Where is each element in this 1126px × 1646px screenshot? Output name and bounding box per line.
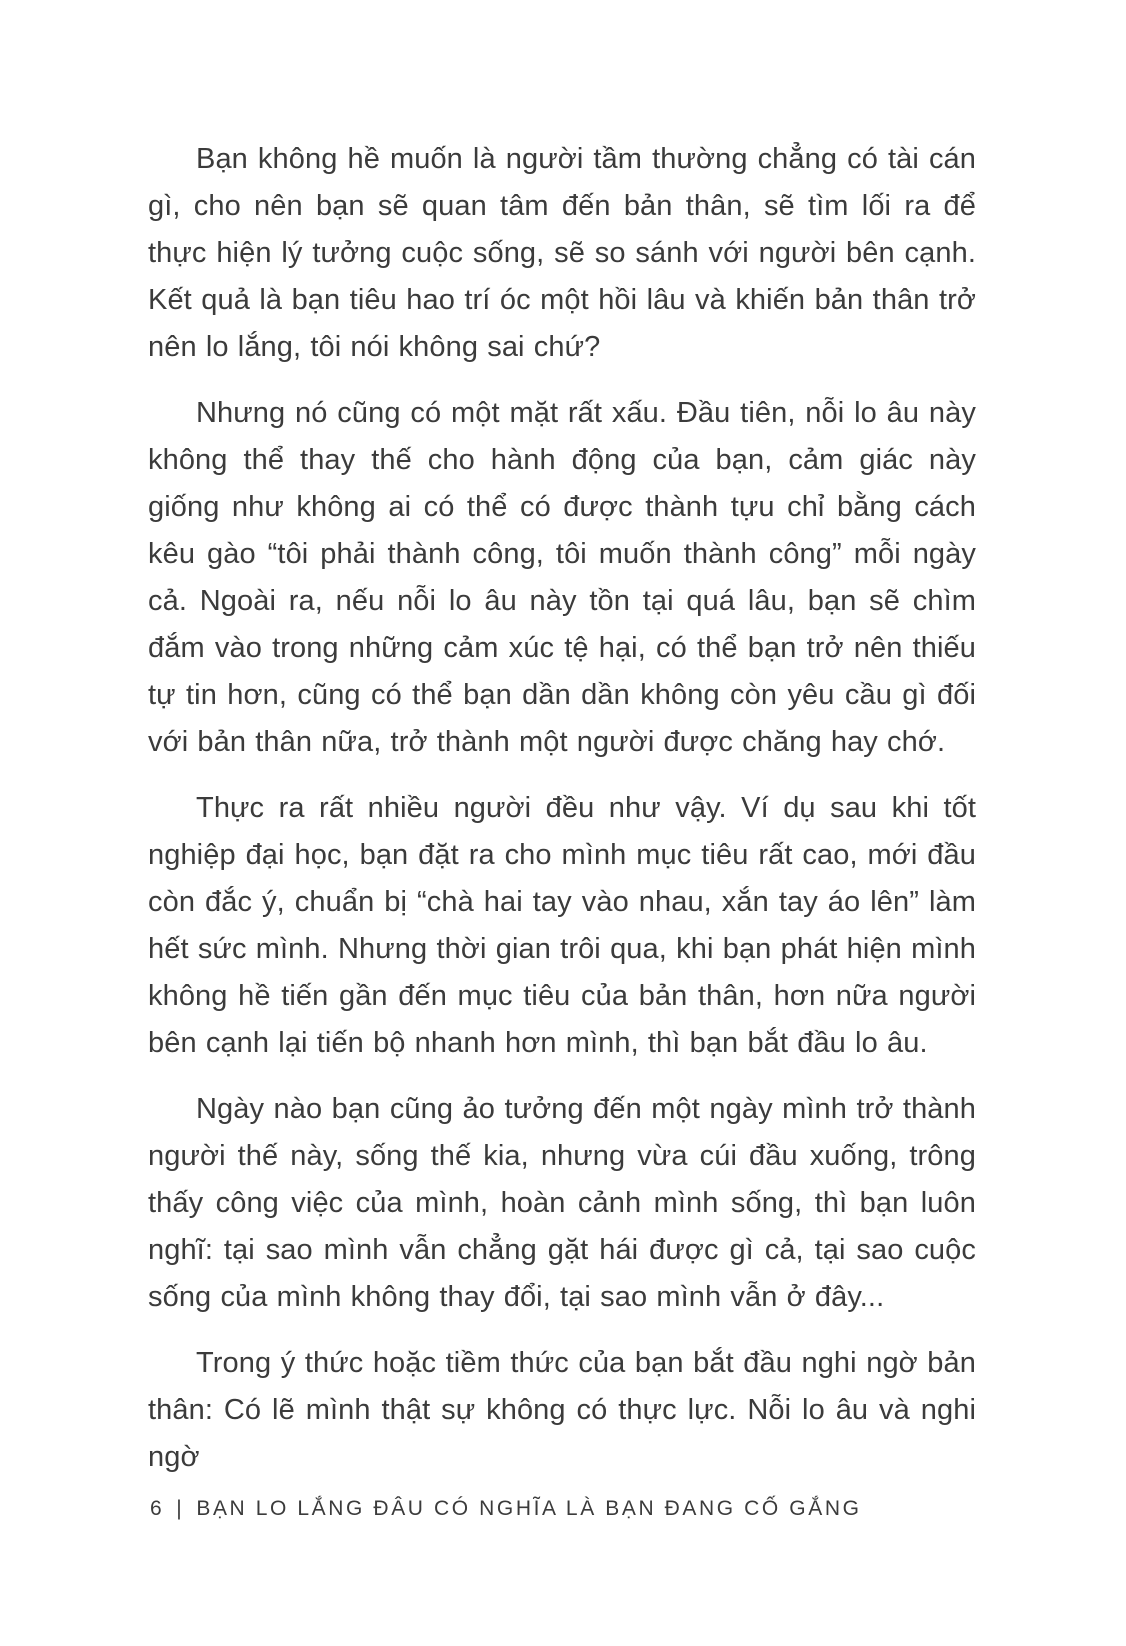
running-title: BẠN LO LẮNG ĐÂU CÓ NGHĨA LÀ BẠN ĐANG CỐ GẮNG <box>196 1497 862 1520</box>
paragraph: Trong ý thức hoặc tiềm thức của bạn bắt đầu nghi ngờ bản thân: Có lẽ mình thật sự không có thực lực. Nỗi lo âu và nghi ngờ <box>148 1347 976 1473</box>
paragraph: Ngày nào bạn cũng ảo tưởng đến một ngày mình trở thành người thế này, sống thế kia, nhưng vừa cúi đầu xuống, trông thấy công việc của mình, hoàn cảnh mình sống, thì bạn luôn nghĩ: tại sao mình vẫn chẳng gặt hái được gì cả, tại sao cuộc sống của mình không thay đổi, tại sao mình vẫn ở đây... <box>148 1093 976 1313</box>
paragraph: Bạn không hề muốn là người tầm thường chẳng có tài cán gì, cho nên bạn sẽ quan tâm đến bản thân, sẽ tìm lối ra để thực hiện lý tưởng cuộc sống, sẽ so sánh với người bên cạnh. Kết quả là bạn tiêu hao trí óc một hồi lâu và khiến bản thân trở nên lo lắng, tôi nói không sai chứ? <box>148 143 976 363</box>
page-footer <box>150 1494 862 1524</box>
page-number: 6 <box>150 1497 165 1520</box>
footer-separator: | <box>176 1497 185 1520</box>
paragraph: Nhưng nó cũng có một mặt rất xấu. Đầu tiên, nỗi lo âu này không thể thay thế cho hành động của bạn, cảm giác này giống như không ai có thể có được thành tựu chỉ bằng cách kêu gào “tôi phải thành công, tôi muốn thành công” mỗi ngày cả. Ngoài ra, nếu nỗi lo âu này tồn tại quá lâu, bạn sẽ chìm đắm vào trong những cảm xúc tệ hại, có thể bạn trở nên thiếu tự tin hơn, cũng có thể bạn dần dần không còn yêu cầu gì đối với bản thân nữa, trở thành một người được chăng hay chớ. <box>148 397 976 758</box>
paragraph: Thực ra rất nhiều người đều như vậy. Ví dụ sau khi tốt nghiệp đại học, bạn đặt ra cho mình mục tiêu rất cao, mới đầu còn đắc ý, chuẩn bị “chà hai tay vào nhau, xắn tay áo lên” làm hết sức mình. Nhưng thời gian trôi qua, khi bạn phát hiện mình không hề tiến gần đến mục tiêu của bản thân, hơn nữa người bên cạnh lại tiến bộ nhanh hơn mình, thì bạn bắt đầu lo âu. <box>148 792 976 1059</box>
body-text <box>148 136 976 1500</box>
